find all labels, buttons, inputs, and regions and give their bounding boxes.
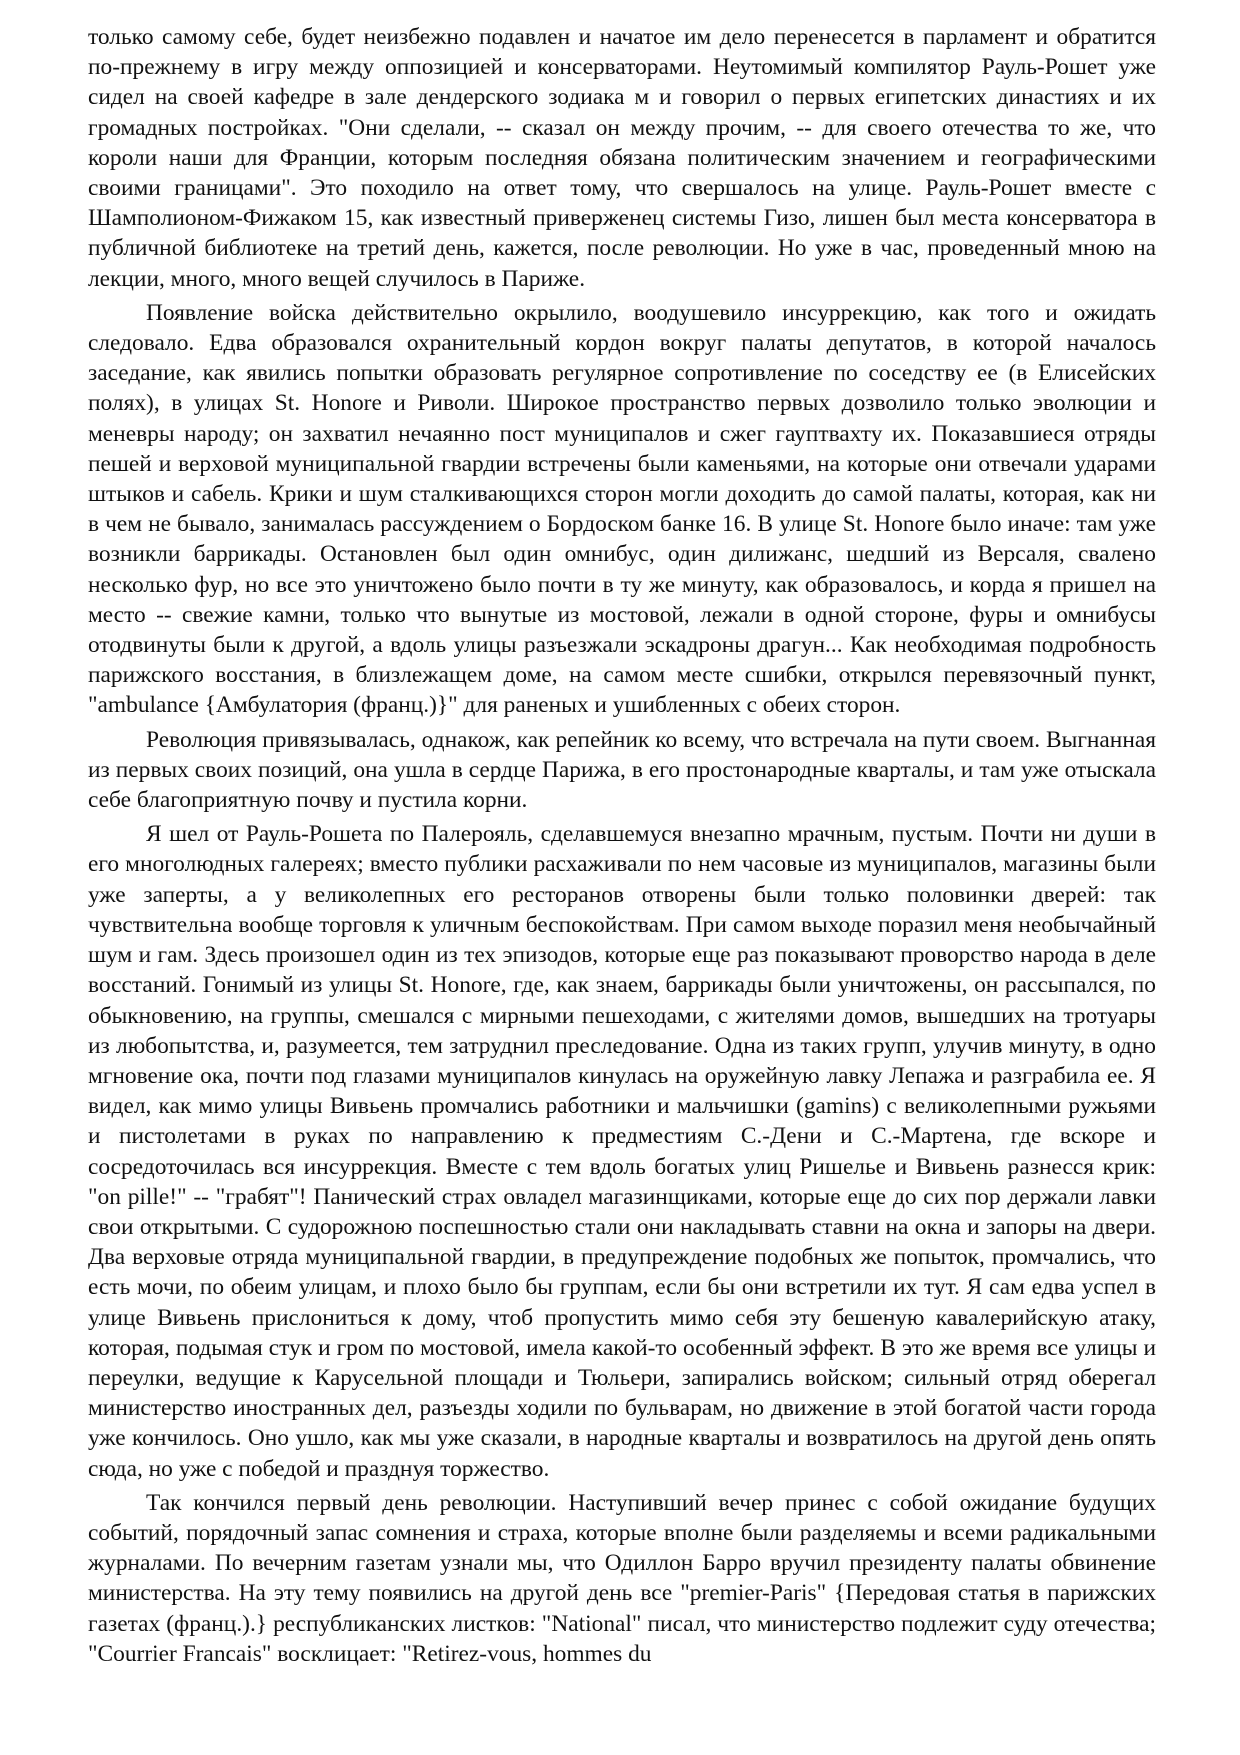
paragraph-3: Революция привязывалась, однакож, как репейник ко всему, что встречала на пути своем. Выгнанная из первых своих позиций, она ушла в сердце Парижа, в его простонародные кварталы, и там уже отыскала себе благоприятную почву и пустила корни. [88,726,1156,814]
paragraph-5: Так кончился первый день революции. Наступивший вечер принес с собой ожидание будущих событий, порядочный запас сомнения и страха, которые вполне были разделяемы и всеми радикальными журналами. По вечерним газетам узнали мы, что Одиллон Барро вручил президенту палаты обвинение министерства. На эту тему появились на другой день все "premier-Paris" {Передовая статья в парижских газетах (франц.).} республиканских листков: "National" писал, что министерство подлежит суду отечества; "Courrier Francais" восклицает: "Retirez-vous, hommes du [88,1489,1156,1667]
document-page [88,22,1156,1673]
paragraph-1: только самому себе, будет неизбежно подавлен и начатое им дело перенесется в парламент и обратится по-прежнему в игру между оппозицией и консерваторами. Неутомимый компилятор Рауль-Рошет уже сидел на своей кафедре в зале дендерского зодиака м и говорил о первых египетских династиях и их громадных постройках. "Они сделали, -- сказал он между прочим, -- для своего отечества то же, что короли наши для Франции, которым последняя обязана политическим значением и географическими своими границами". Это походило на ответ тому, что свершалось на улице. Рауль-Рошет вместе с Шамполионом-Фижаком 15, как известный приверженец системы Гизо, лишен был места консерватора в публичной библиотеке на третий день, кажется, после революции. Но уже в час, проведенный мною на лекции, много, много вещей случилось в Париже. [88,24,1156,292]
paragraph-4: Я шел от Рауль-Рошета по Палерояль, сделавшемуся внезапно мрачным, пустым. Почти ни души в его многолюдных галереях; вместо публики расхаживали по нем часовые из муниципалов, магазины были уже заперты, а у великолепных его ресторанов отворены были только половинки дверей: так чувствительна вообще торговля к уличным беспокойствам. При самом выходе поразил меня необычайный шум и гам. Здесь произошел один из тех эпизодов, которые еще раз показывают проворство народа в деле восстаний. Гонимый из улицы St. Honore, где, как знаем, баррикады были уничтожены, он рассыпался, по обыкновению, на группы, смешался с мирными пешеходами, с жителями домов, вышедших на тротуары из любопытства, и, разумеется, тем затруднил преследование. Одна из таких групп, улучив минуту, в одно мгновение ока, почти под глазами муниципалов кинулась на оружейную лавку Лепажа и разграбила ее. Я видел, как мимо улицы Вивьень промчались работники и мальчишки (gamins) с великолепными ружьями и пистолетами в руках по направлению к предместиям С.-Дени и С.-Мартена, где вскоре и сосредоточилась вся инсуррекция. Вместе с тем вдоль богатых улиц Ришелье и Вивьень разнесся крик: "on pille!" -- "грабят"! Панический страх овладел магазинщиками, которые еще до сих пор держали лавки свои открытыми. С судорожною поспешностью стали они накладывать ставни на окна и запоры на двери. Два верховые отряда муниципальной гвардии, в предупреждение подобных же попыток, промчались, что есть мочи, по обеим улицам, и плохо было бы группам, если бы они встретили их тут. Я сам едва успел в улице Вивьень прислониться к дому, чтоб пропустить мимо себя эту бешеную кавалерийскую атаку, которая, подымая стук и гром по мостовой, имела какой-то особенный эффект. В это же время все улицы и переулки, ведущие к Карусельной площади и Тюльери, запирались войском; сильный отряд оберегал министерство иностранных дел, разъезды ходили по бульварам, но движение в этой богатой части города уже кончилось. Оно ушло, как мы уже сказали, в народные кварталы и возвратилось на другой день опять сюда, но уже с победой и празднуя торжество. [88,821,1156,1482]
paragraph-2: Появление войска действительно окрылило, воодушевило инсуррекцию, как того и ожидать следовало. Едва образовался охранительный кордон вокруг палаты депутатов, в которой началось заседание, как явились попытки образовать регулярное сопротивление по соседству ее (в Елисейских полях), в улицах St. Honore и Риволи. Широкое пространство первых дозволило только эволюции и меневры народу; он захватил нечаянно пост муниципалов и сжег гауптвахту их. Показавшиеся отряды пешей и верховой муниципальной гвардии встречены были каменьями, на которые они отвечали ударами штыков и сабель. Крики и шум сталкивающихся сторон могли доходить до самой палаты, которая, как ни в чем не бывало, занималась рассуждением о Бордоском банке 16. В улице St. Honore было иначе: там уже возникли баррикады. Остановлен был один омнибус, один дилижанс, шедший из Версаля, свалено несколько фур, но все это уничтожено было почти в ту же минуту, как образовалось, и корда я пришел на место -- свежие камни, только что вынутые из мостовой, лежали в одной стороне, фуры и омнибусы отодвинуты были к другой, а вдоль улицы разъезжали эскадроны драгун... Как необходимая подробность парижского восстания, в близлежащем доме, на самом месте сшибки, открылся перевязочный пункт, "ambulance {Амбулатория (франц.)}" для раненых и ушибленных с обеих сторон. [88,299,1156,719]
